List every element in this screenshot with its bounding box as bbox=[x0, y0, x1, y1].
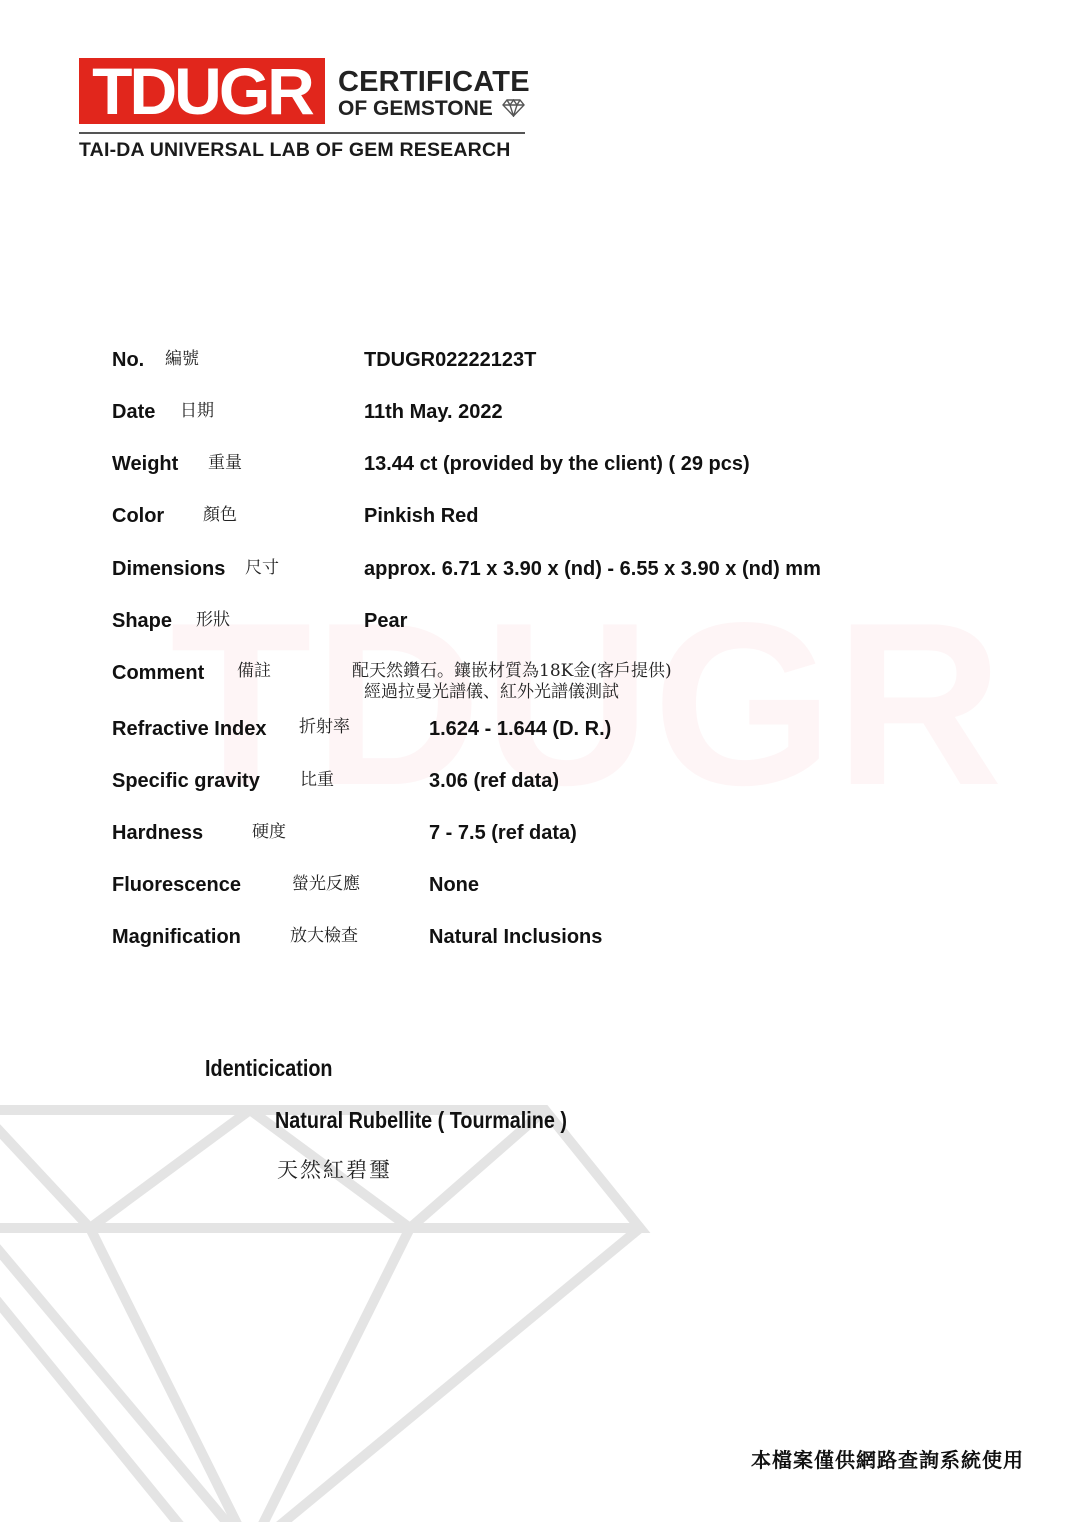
specific-gravity-label-cn: 比重 bbox=[300, 770, 334, 790]
magnification-label-cn: 放大檢查 bbox=[290, 926, 358, 946]
certificate-subtitle: OF GEMSTONE bbox=[338, 97, 493, 120]
date-label: Date bbox=[112, 401, 156, 423]
weight-value: 13.44 ct (provided by the client) ( 29 pcs) bbox=[364, 453, 750, 475]
comment-value-line2: 經過拉曼光譜儀、紅外光譜儀測試 bbox=[364, 682, 619, 702]
header-divider bbox=[79, 132, 525, 134]
refractive-index-value: 1.624 - 1.644 (D. R.) bbox=[429, 718, 612, 740]
dimensions-label-cn: 尺寸 bbox=[245, 558, 279, 578]
identification-value-cn: 天然紅碧璽 bbox=[277, 1158, 392, 1182]
shape-label: Shape bbox=[112, 610, 173, 632]
no-label: No. bbox=[112, 349, 145, 371]
refractive-index-label-cn: 折射率 bbox=[299, 717, 350, 737]
refractive-index-label: Refractive Index bbox=[112, 718, 267, 740]
magnification-label: Magnification bbox=[112, 926, 241, 948]
date-value: 11th May. 2022 bbox=[364, 401, 503, 423]
shape-label-cn: 形狀 bbox=[196, 610, 230, 630]
fluorescence-label: Fluorescence bbox=[112, 874, 241, 896]
identification-value: Natural Rubellite ( Tourmaline ) bbox=[275, 1107, 567, 1133]
identification-label: Identicication bbox=[205, 1055, 333, 1081]
weight-label: Weight bbox=[112, 453, 179, 475]
weight-label-cn: 重量 bbox=[208, 453, 242, 473]
hardness-value: 7 - 7.5 (ref data) bbox=[429, 822, 577, 844]
dimensions-value: approx. 6.71 x 3.90 x (nd) - 6.55 x 3.90 x (nd) mm bbox=[364, 558, 821, 580]
hardness-label: Hardness bbox=[112, 822, 204, 844]
footer-note: 本檔案僅供網路查詢系統使用 bbox=[751, 1448, 1024, 1472]
color-value: Pinkish Red bbox=[364, 505, 479, 527]
color-label: Color bbox=[112, 505, 165, 527]
lab-name: TAI-DA UNIVERSAL LAB OF GEM RESEARCH bbox=[79, 139, 511, 161]
dimensions-label: Dimensions bbox=[112, 558, 226, 580]
specific-gravity-label: Specific gravity bbox=[112, 770, 260, 792]
fluorescence-value: None bbox=[429, 874, 479, 896]
specific-gravity-value: 3.06 (ref data) bbox=[429, 770, 560, 792]
comment-label-cn: 備註 bbox=[237, 661, 271, 681]
no-label-cn: 編號 bbox=[165, 349, 199, 369]
fluorescence-label-cn: 螢光反應 bbox=[292, 874, 360, 894]
no-value: TDUGR02222123T bbox=[364, 349, 537, 371]
certificate-title: CERTIFICATE bbox=[338, 66, 530, 98]
comment-value-line1: 配天然鑽石。鑲嵌材質為18K金(客戶提供) bbox=[352, 661, 672, 681]
shape-value: Pear bbox=[364, 610, 408, 632]
magnification-value: Natural Inclusions bbox=[429, 926, 603, 948]
diamond-background-icon bbox=[0, 1080, 660, 1522]
brand-logo: TDUGR bbox=[79, 58, 325, 124]
comment-label: Comment bbox=[112, 662, 205, 684]
date-label-cn: 日期 bbox=[180, 401, 214, 421]
color-label-cn: 顏色 bbox=[203, 505, 237, 525]
diamond-icon bbox=[502, 99, 525, 117]
hardness-label-cn: 硬度 bbox=[252, 822, 286, 842]
